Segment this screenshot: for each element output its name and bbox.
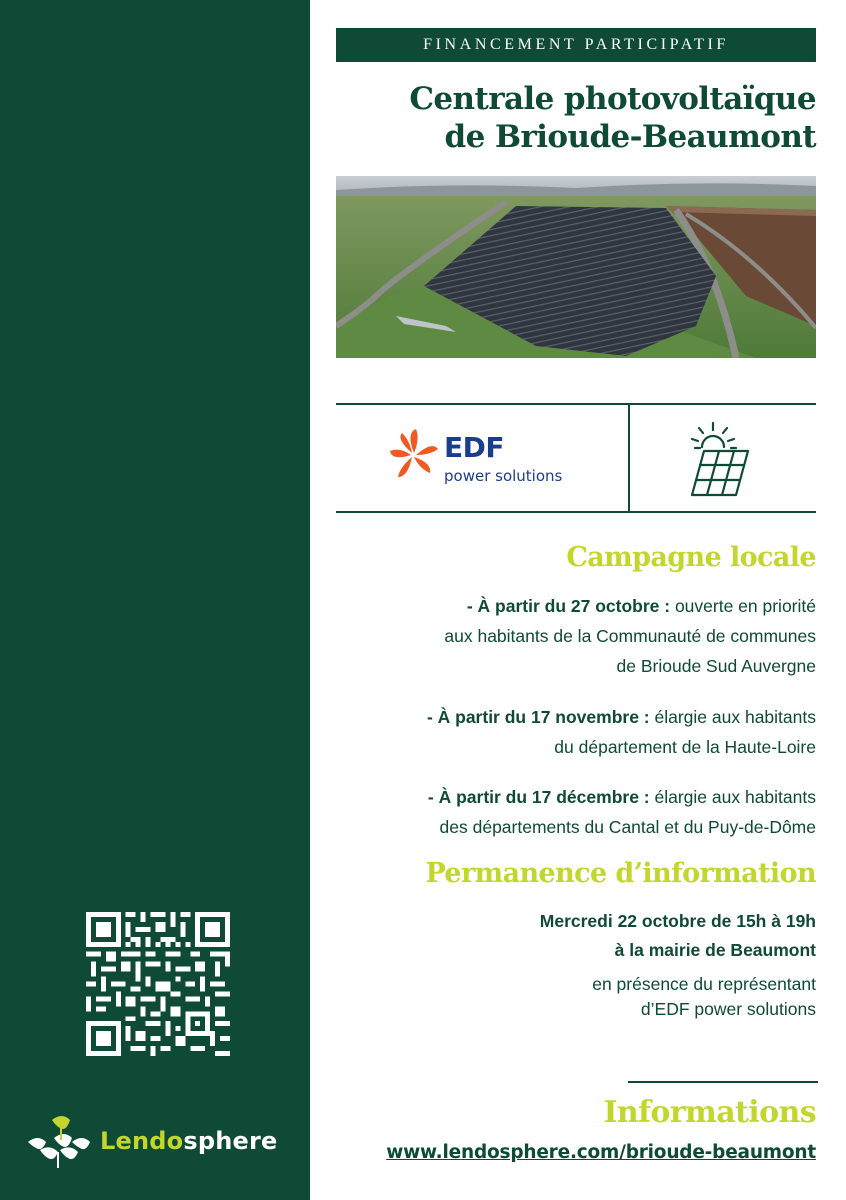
phase-1-line3: de Brioude Sud Auvergne xyxy=(616,656,816,676)
solar-farm-photo xyxy=(336,176,816,358)
permanence-note-line2: d’EDF power solutions xyxy=(640,999,816,1019)
permanence-note-line1: en présence du représentant xyxy=(592,974,816,994)
permanence-heading: Permanence d’information xyxy=(425,858,816,889)
brand-name-part1: Lendo xyxy=(100,1127,184,1155)
solar-panel-sun-icon xyxy=(688,417,754,497)
ginkgo-leaves-icon xyxy=(24,1112,94,1170)
phase-1-line2: aux habitants de la Communauté de communes xyxy=(444,626,816,646)
info-heading: Informations xyxy=(603,1095,816,1130)
brand-name xyxy=(100,1127,277,1155)
page-title-line1: Centrale photovoltaïque xyxy=(409,81,816,117)
permanence-details xyxy=(336,907,816,965)
edf-flower-icon xyxy=(386,427,442,483)
phase-3-line2: des départements du Cantal et du Puy-de-Dôme xyxy=(439,817,816,837)
campaign-phase-1 xyxy=(336,591,816,681)
info-divider xyxy=(628,1081,818,1083)
page-title-line2: de Brioude-Beaumont xyxy=(444,119,816,155)
phase-3-line1 xyxy=(336,782,816,812)
logos-divider xyxy=(628,405,630,511)
partner-logos xyxy=(336,403,816,513)
phase-3-date: - À partir du 17 décembre : xyxy=(427,787,650,807)
phase-1-text1: ouverte en priorité xyxy=(670,596,816,616)
page-title xyxy=(336,80,816,156)
edf-subtitle: power solutions xyxy=(444,467,563,485)
lendosphere-brand xyxy=(24,1112,277,1170)
phase-1-line1 xyxy=(336,591,816,621)
brand-name-part2: sphere xyxy=(183,1127,278,1155)
sidebar-panel xyxy=(0,0,310,1200)
phase-3-text1: élargie aux habitants xyxy=(649,787,816,807)
campaign-heading: Campagne locale xyxy=(566,542,816,573)
banner-label: FINANCEMENT PARTICIPATIF xyxy=(336,28,816,62)
permanence-where: à la mairie de Beaumont xyxy=(614,940,816,960)
phase-2-date: - À partir du 17 novembre : xyxy=(426,707,650,727)
campaign-phase-3 xyxy=(336,782,816,842)
phase-2-text1: élargie aux habitants xyxy=(649,707,816,727)
permanence-note xyxy=(336,972,816,1022)
edf-wordmark: EDF xyxy=(444,431,504,464)
campaign-phase-2 xyxy=(336,702,816,762)
phase-1-date: - À partir du 27 octobre : xyxy=(466,596,671,616)
qr-code[interactable] xyxy=(86,912,230,1056)
info-url-link[interactable]: www.lendosphere.com/brioude-beaumont xyxy=(386,1142,816,1163)
edf-logo xyxy=(386,425,586,495)
phase-2-line2: du département de la Haute-Loire xyxy=(554,737,816,757)
permanence-when: Mercredi 22 octobre de 15h à 19h xyxy=(539,911,816,931)
phase-2-line1 xyxy=(336,702,816,732)
